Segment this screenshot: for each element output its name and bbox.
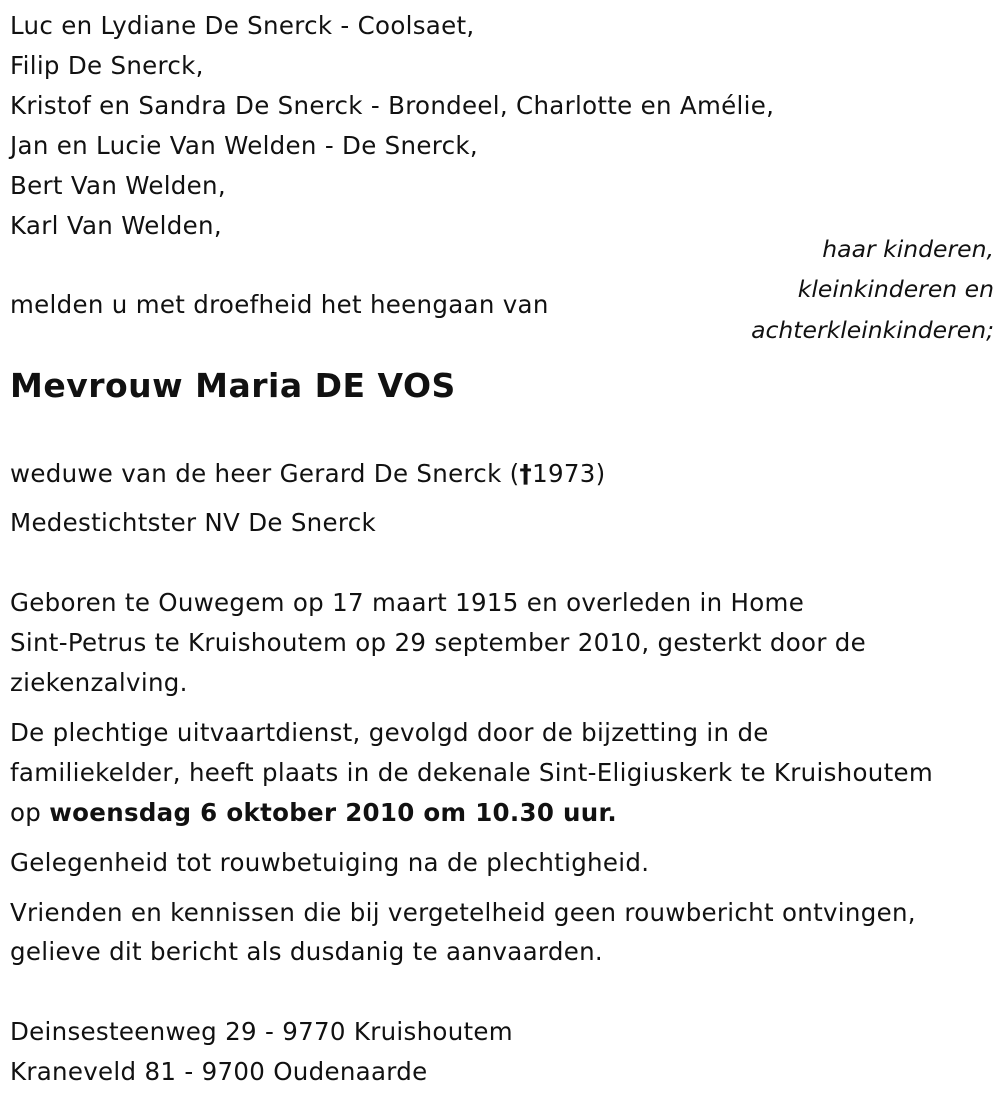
widow-year: 1973)	[532, 459, 606, 488]
birth-death-line: Geboren te Ouwegem op 17 maart 1915 en overleden in Home	[10, 588, 805, 617]
notice-line: gelieve dit bericht als dusdanig te aanvaarden.	[10, 937, 604, 966]
condolence-line: Gelegenheid tot rouwbetuiging na de plechtigheid.	[10, 848, 650, 877]
service-date-line	[10, 793, 617, 833]
relation-line: haar kinderen,	[822, 235, 994, 263]
family-line: Filip De Snerck,	[10, 51, 204, 80]
service-line: familiekelder, heeft plaats in de dekenale Sint-Eligiuskerk te Kruishoutem	[10, 758, 934, 787]
service-date: woensdag 6 oktober 2010 om 10.30 uur.	[49, 798, 618, 827]
widow-prefix: weduwe van de heer Gerard De Snerck (	[10, 459, 520, 488]
widow-line	[10, 454, 606, 494]
family-line: Kristof en Sandra De Snerck - Brondeel, Charlotte en Amélie,	[10, 91, 775, 120]
notice-line: Vrienden en kennissen die bij vergetelheid geen rouwbericht ontvingen,	[10, 898, 916, 927]
family-line: Bert Van Welden,	[10, 171, 226, 200]
address-line: Deinsesteenweg 29 - 9770 Kruishoutem	[10, 1017, 513, 1046]
founder-line: Medestichtster NV De Snerck	[10, 508, 376, 537]
service-line: De plechtige uitvaartdienst, gevolgd door de bijzetting in de	[10, 718, 769, 747]
family-line: Jan en Lucie Van Welden - De Snerck,	[10, 131, 478, 160]
announcement-text: melden u met droefheid het heengaan van	[10, 290, 549, 319]
cross-icon: †	[519, 459, 533, 488]
relation-line: achterkleinkinderen;	[751, 316, 994, 344]
family-line: Luc en Lydiane De Snerck - Coolsaet,	[10, 11, 475, 40]
relation-line: kleinkinderen en	[797, 275, 994, 303]
birth-death-line: Sint-Petrus te Kruishoutem op 29 september 2010, gesterkt door de	[10, 628, 867, 657]
family-line: Karl Van Welden,	[10, 211, 222, 240]
service-prefix: op	[10, 798, 50, 827]
deceased-name: Mevrouw Maria DE VOS	[10, 366, 456, 405]
birth-death-line: ziekenzalving.	[10, 668, 188, 697]
address-line: Kraneveld 81 - 9700 Oudenaarde	[10, 1057, 428, 1086]
